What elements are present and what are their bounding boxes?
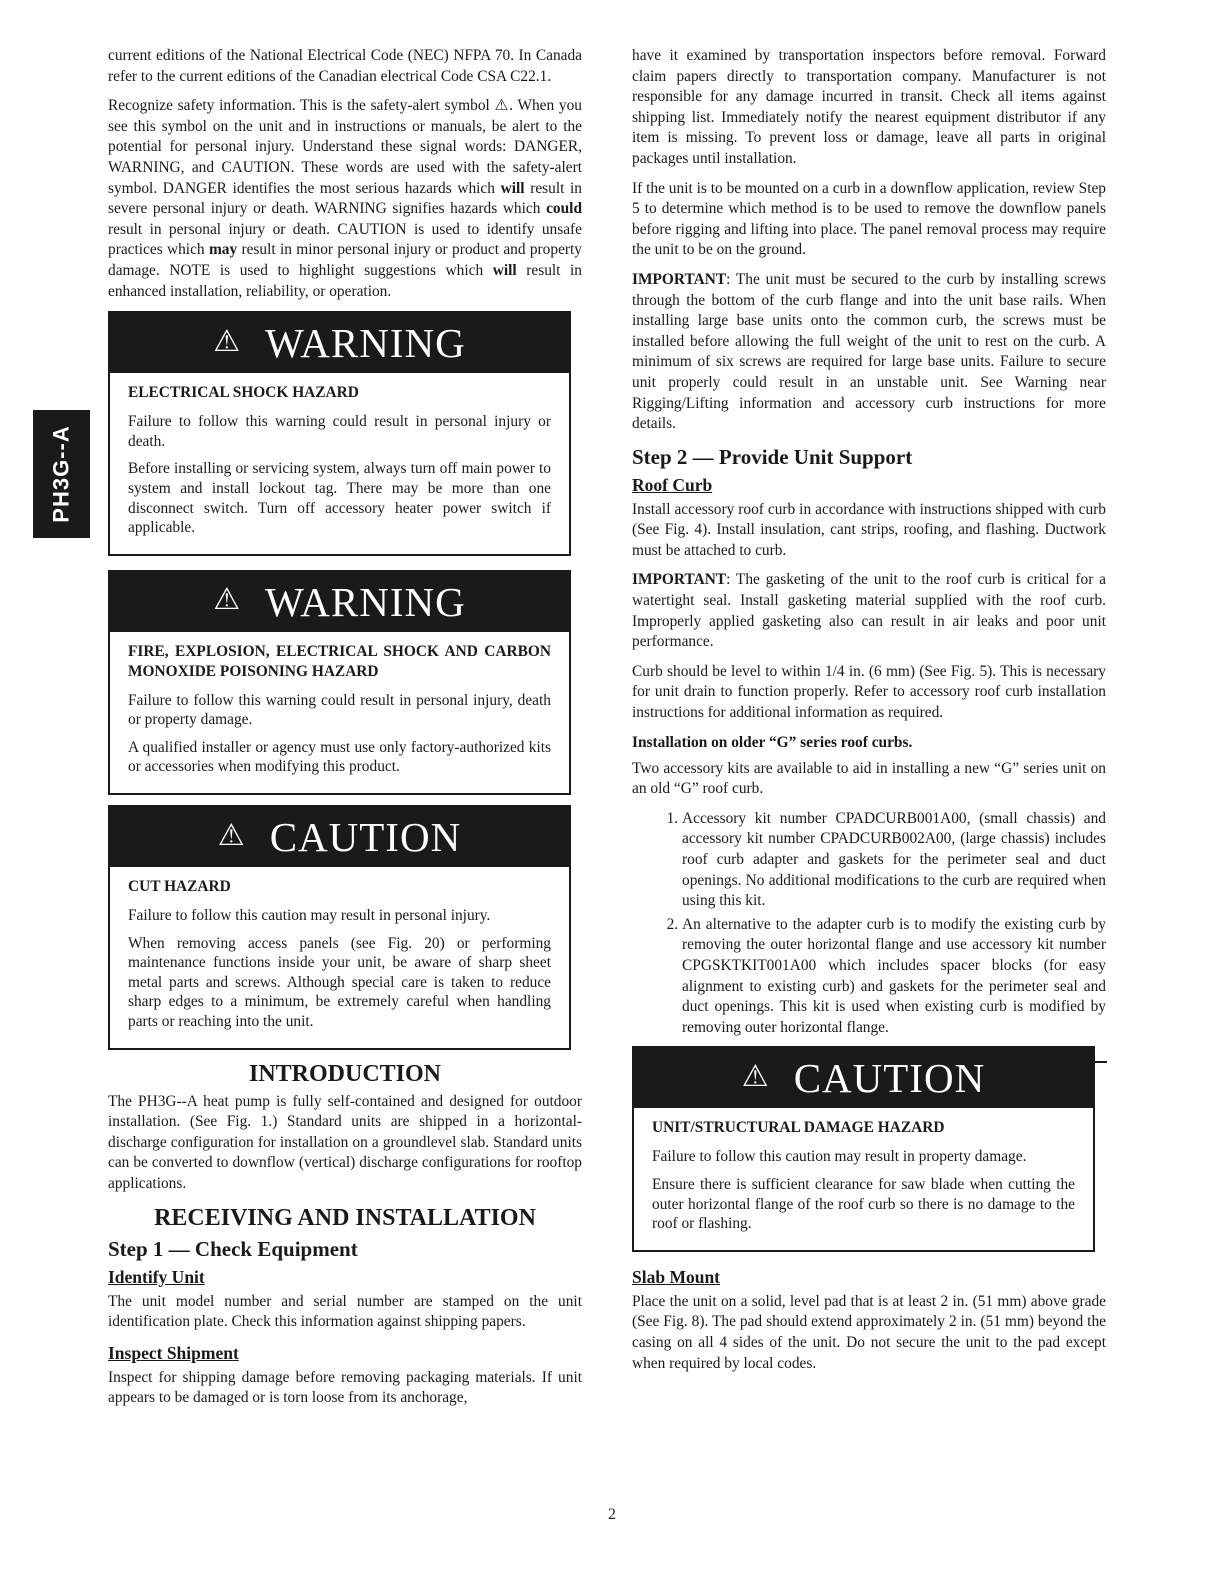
warning-title: ELECTRICAL SHOCK HAZARD	[128, 384, 359, 402]
caution-box-cut-hazard	[108, 805, 571, 1050]
right-column	[632, 46, 1106, 1383]
caution-title: UNIT/STRUCTURAL DAMAGE HAZARD	[652, 1119, 945, 1137]
list-item: 2. An alternative to the adapter curb is to modify the existing curb by removing the outer horizontal flange and use accessory kit number CPGSKTKIT001A00 which includes spacer blocks (for easy alignment to existing curb) and gaskets for the perimeter seal and duct openings. This kit is used when existing curb is modified by removing outer horizontal flange.	[682, 915, 1106, 1039]
warning-header	[110, 572, 569, 632]
warning-box-electrical-shock	[108, 311, 571, 556]
caution-header	[110, 807, 569, 867]
warning-triangle-icon: ⚠	[213, 583, 242, 617]
warning-text: Before installing or servicing system, always turn off main power to system and install lockout tag. There may be more than one disconnect switch. Turn off accessory heater power switch if applicable.	[128, 460, 551, 537]
paragraph-important-screws: IMPORTANT: The unit must be secured to the curb by installing screws through the bottom of the curb flange and into the unit base rails. When installing large base units onto the common curb, the screws must be installed before allowing the full weight of the unit to rest on the curb. A minimum of six screws are required for large base units. Failure to secure unit properly could result in an unstable unit. See Warning near Rigging/Lifting information and accessory curb instructions for more details.	[632, 270, 1106, 433]
page-number: 2	[608, 1506, 616, 1523]
caution-text: Failure to follow this caution may result in personal injury.	[128, 907, 491, 925]
curb-level-text: Curb should be level to within 1/4 in. (6 mm) (See Fig. 5). This is necessary for unit drain to function properly. Refer to accessory roof curb installation instructions for additional information as required.	[632, 662, 1106, 722]
paragraph-nec: current editions of the National Electrical Code (NEC) NFPA 70. In Canada refer to the current editions of the Canadian electrical Code CSA C22.1.	[108, 47, 582, 85]
caution-header-label: CAUTION	[269, 814, 462, 861]
caution-triangle-icon: ⚠	[741, 1059, 770, 1093]
caution-header	[634, 1048, 1093, 1108]
older-curbs-heading: Installation on older “G” series roof curbs.	[632, 733, 913, 751]
inspect-shipment-text: Inspect for shipping damage before removing packaging materials. If unit appears to be damaged or is torn loose from its anchorage,	[108, 1368, 582, 1407]
identify-unit-heading: Identify Unit	[108, 1266, 205, 1287]
introduction-heading: INTRODUCTION	[248, 1060, 442, 1087]
side-section-tab	[33, 410, 90, 538]
warning-triangle-icon: ⚠	[213, 324, 242, 358]
roof-curb-text: Install accessory roof curb in accordance with instructions shipped with curb (See Fig. 4). Install insulation, cant strips, roofing, and flashing. Ductwork must be attached to curb.	[632, 500, 1106, 559]
warning-text: A qualified installer or agency must use only factory-authorized kits or accessories when modifying this product.	[128, 738, 551, 776]
accessory-kit-list	[632, 809, 1106, 1039]
step2-heading: Step 2 — Provide Unit Support	[632, 444, 913, 469]
paragraph-shipment-continued: have it examined by transportation inspectors before removal. Forward claim papers directly to transportation company. Manufacturer is not responsible for any damage incurred in transit. Check all items against shipping list. Immediately notify the nearest equipment distributor if any item is missing. To prevent loss or damage, leave all parts in original packages until installation.	[632, 47, 1106, 167]
caution-text: Failure to follow this caution may result in property damage.	[652, 1148, 1027, 1166]
step1-heading: Step 1 — Check Equipment	[108, 1236, 358, 1261]
older-curbs-text: Two accessory kits are available to aid in installing a new “G” series unit on an old “G” roof curb.	[632, 759, 1106, 798]
side-tab-label: PH3G--A	[48, 425, 74, 523]
safety-alert-icon: ⚠	[494, 97, 510, 115]
warning-header-label: WARNING	[265, 578, 466, 625]
caution-triangle-icon: ⚠	[217, 818, 246, 852]
paragraph-important-gasketing: IMPORTANT: The gasketing of the unit to the roof curb is critical for a watertight seal. Install gasketing material supplied with the roof curb. Improperly applied gasketing also can result in air leaks and poor unit performance.	[632, 571, 1106, 651]
slab-mount-text: Place the unit on a solid, level pad that is at least 2 in. (51 mm) above grade (See Fig. 8). The pad should extend approximately 2 in. (51 mm) beyond the casing on all 4 sides of the unit. Do not secure the unit to the pad except when required by local codes.	[632, 1292, 1106, 1372]
box-corner-mark	[1095, 1061, 1107, 1063]
caution-text: Ensure there is sufficient clearance for saw blade when cutting the outer horizontal flange of the roof curb so there is no damage to the roof or flashing.	[652, 1175, 1075, 1233]
warning-header-label: WARNING	[265, 320, 466, 367]
left-column	[108, 46, 582, 1418]
warning-text: Failure to follow this warning could result in personal injury, death or property damage.	[128, 691, 551, 729]
list-item: 1. Accessory kit number CPADCURB001A00, (small chassis) and accessory kit number CPADCURB002A00, (large chassis) includes roof curb adapter and gaskets for the perimeter seal and duct openings. No additional modifications to the curb are required when using this kit.	[682, 809, 1106, 912]
warning-box-fire-explosion	[108, 570, 571, 795]
roof-curb-heading: Roof Curb	[632, 474, 713, 495]
caution-text: When removing access panels (see Fig. 20) or performing maintenance functions inside your unit, be aware of sharp sheet metal parts and screws. Although special care is taken to reduce sharp edges to a minimum, be extremely careful when handling parts or reaching into the unit.	[128, 934, 551, 1031]
introduction-text: The PH3G--A heat pump is fully self-contained and designed for outdoor installation. (See Fig. 1.) Standard units are shipped in a horizontal-discharge configuration for installation on a groundlevel slab. Standard units can be converted to downflow (vertical) discharge configurations for rooftop applications.	[108, 1092, 582, 1192]
warning-title: FIRE, EXPLOSION, ELECTRICAL SHOCK AND CARBON MONOXIDE POISONING HAZARD	[128, 642, 551, 680]
caution-header-label: CAUTION	[793, 1055, 986, 1102]
identify-unit-text: The unit model number and serial number are stamped on the unit identification plate. Check this information against shipping papers.	[108, 1292, 582, 1331]
slab-mount-heading: Slab Mount	[632, 1266, 721, 1287]
caution-title: CUT HAZARD	[128, 878, 231, 896]
inspect-shipment-heading: Inspect Shipment	[108, 1342, 239, 1363]
warning-text: Failure to follow this warning could result in personal injury or death.	[128, 413, 551, 450]
warning-header	[110, 313, 569, 373]
caution-box-structural-damage	[632, 1046, 1095, 1251]
receiving-installation-heading: RECEIVING AND INSTALLATION	[154, 1204, 536, 1231]
paragraph-downflow: If the unit is to be mounted on a curb in a downflow application, review Step 5 to determine which method is to be used to remove the downflow panels before rigging and lifting into place. The panel removal process may require the unit to be on the ground.	[632, 179, 1106, 259]
paragraph-safety-info: Recognize safety information. This is the safety-alert symbol ⚠. When you see this symbol on the unit and in instructions or manuals, be alert to the potential for personal injury. Understand these signal words: DANGER, WARNING, and CAUTION. These words are used with the safety-alert symbol. DANGER identifies the most serious hazards which will result in severe personal injury or death. WARNING signifies hazards which could result in personal injury or death. CAUTION is used to identify unsafe practices which may result in minor personal injury or product and property damage. NOTE is used to highlight suggestions which will result in enhanced installation, reliability, or operation.	[108, 97, 583, 300]
